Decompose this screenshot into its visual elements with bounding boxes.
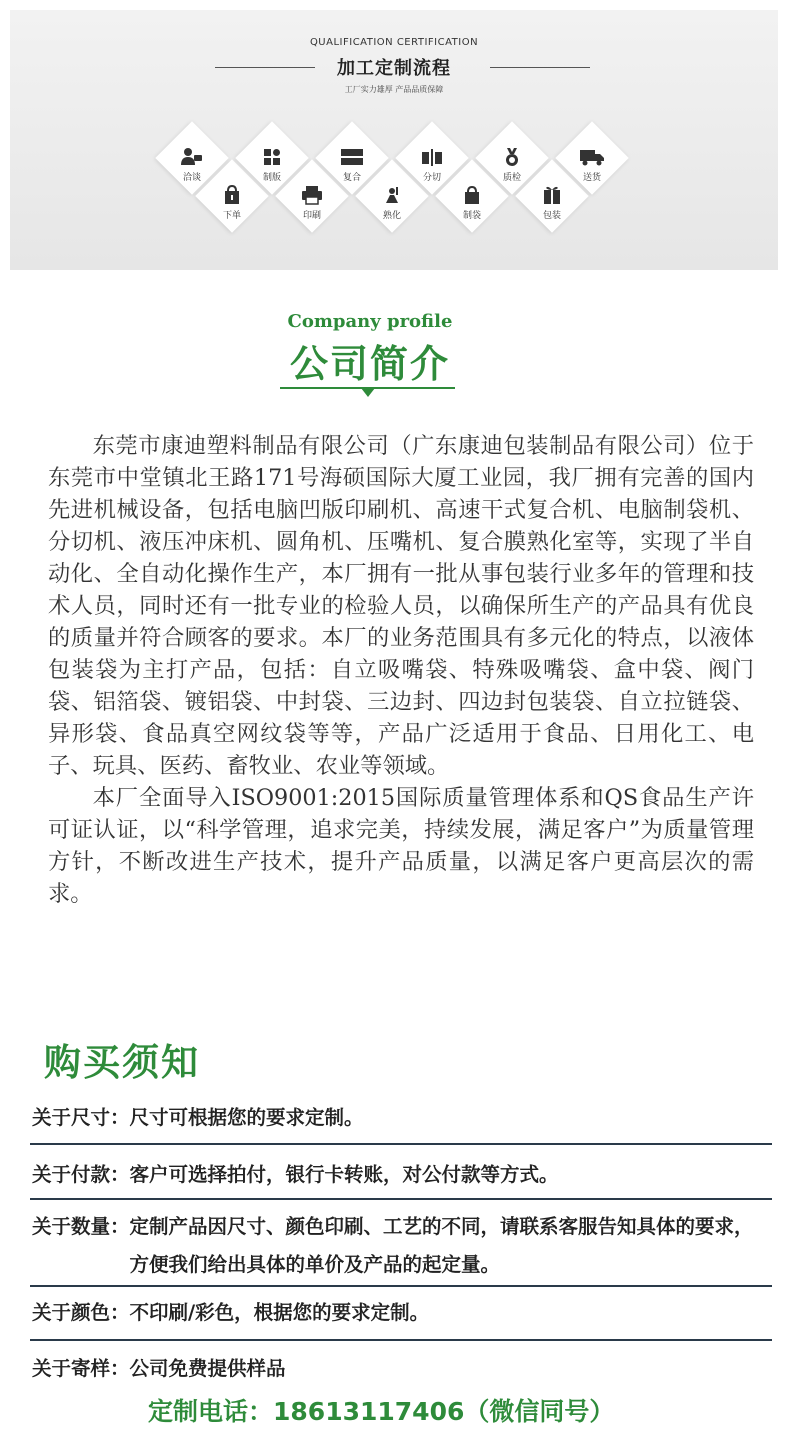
step-label: 洽谈 [182, 173, 201, 183]
process-title-row [10, 54, 778, 80]
notice-value: 公司免费提供样品 [129, 1357, 286, 1380]
notice-item-sample [32, 1350, 772, 1388]
process-title-en: QUALIFICATION CERTIFICATION [309, 37, 479, 48]
slitting-icon [421, 147, 443, 167]
divider [30, 1285, 772, 1287]
phone-note: （微信同号） [464, 1397, 615, 1426]
profile-paragraph: 东莞市康迪塑料制品有限公司（广东康迪包装制品有限公司）位于东莞市中堂镇北王路171号海硕国际大厦工业园，我厂拥有完善的国内先进机械设备，包括电脑凹版印刷机、高速干式复合机、电脑制袋机、分切机、液压冲床机、圆角机、压嘴机、复合膜熟化室等，实现了半自动化、全自动化操作生产，本厂拥有一批从事包装行业多年的管理和技术人员，同时还有一批专业的检验人员，以确保所生产的产品具有优良的质量并符合顾客的要求。本厂的业务范围具有多元化的特点，以液体包装袋为主打产品，包括：自立吸嘴袋、特殊吸嘴袋、盒中袋、阀门袋、铝箔袋、镀铝袋、中封袋、三边封、四边封包装袋、自立拉链袋、异形袋、食品真空网纹袋等等，产品广泛适用于食品、日用化工、电子、玩具、医药、畜牧业、农业等领域。 [48, 433, 754, 779]
printer-icon [301, 185, 323, 205]
notice-item-size [32, 1099, 772, 1137]
step-label: 制袋 [462, 211, 481, 221]
divider [30, 1143, 772, 1145]
notice-item-color [32, 1294, 772, 1332]
notice-item-payment [32, 1156, 772, 1194]
step-laminate [322, 147, 382, 183]
step-slitting [402, 147, 462, 183]
divider [30, 1198, 772, 1200]
step-label: 熟化 [382, 211, 401, 221]
notice-value: 定制产品因尺寸、颜色印刷、工艺的不同，请联系客服告知具体的要求，方便我们给出具体的单价及产品的起定量。 [129, 1215, 754, 1276]
notice-key: 关于数量： [32, 1215, 130, 1238]
title-line-right [490, 67, 590, 68]
step-label: 印刷 [302, 211, 321, 221]
step-plate [242, 147, 302, 183]
step-order [202, 185, 262, 221]
title-pointer [361, 388, 375, 397]
notice-key: 关于寄样： [32, 1357, 130, 1380]
step-label: 制版 [262, 173, 281, 183]
notice-value: 不印刷/彩色，根据您的要求定制。 [129, 1301, 430, 1324]
laminate-layers-icon [340, 147, 364, 167]
order-bag-icon [222, 185, 242, 205]
step-delivery [562, 147, 622, 183]
step-label: 包装 [542, 211, 561, 221]
consult-icon [181, 147, 203, 167]
step-label: 分切 [422, 173, 441, 183]
phone-number[interactable]: 18613117406 [273, 1397, 465, 1426]
step-label: 质检 [502, 173, 521, 183]
profile-paragraph: 本厂全面导入ISO9001:2015国际质量管理体系和QS食品生产许可证认证，以“科学管理，追求完美，持续发展，满足客户”为质量管理方针，不断改进生产技术，提升产品质量，以满足客户更高层次的需求。 [48, 785, 754, 907]
company-profile-text [48, 430, 754, 910]
step-label: 下单 [222, 211, 241, 221]
notice-key: 关于颜色： [32, 1301, 130, 1324]
custom-phone [148, 1392, 614, 1428]
step-consult [162, 147, 222, 183]
notice-item-quantity [32, 1208, 772, 1284]
step-qc [482, 147, 542, 183]
process-subtitle: 工厂实力雄厚 产品品质保障 [344, 85, 444, 94]
plate-grid-icon [262, 147, 282, 167]
notice-value: 尺寸可根据您的要求定制。 [129, 1106, 364, 1129]
package-icon [542, 185, 562, 205]
truck-icon [579, 147, 605, 167]
step-print [282, 185, 342, 221]
company-title: 公司简介 [289, 341, 450, 386]
phone-label: 定制电话： [148, 1397, 274, 1426]
step-label: 送货 [582, 173, 601, 183]
company-title-en: Company profile [287, 311, 453, 332]
notice-title: 购买须知 [44, 1040, 200, 1084]
step-label: 复合 [342, 173, 361, 183]
process-title: 加工定制流程 [337, 58, 451, 79]
step-package [522, 185, 582, 221]
notice-value: 客户可选择拍付，银行卡转账，对公付款等方式。 [129, 1163, 559, 1186]
notice-key: 关于尺寸： [32, 1106, 130, 1129]
curing-icon [382, 185, 402, 205]
notice-key: 关于付款： [32, 1163, 130, 1186]
process-banner [10, 10, 778, 270]
medal-icon [502, 147, 522, 167]
bag-making-icon [462, 185, 482, 205]
step-curing [362, 185, 422, 221]
divider [30, 1339, 772, 1341]
step-bag-making [442, 185, 502, 221]
